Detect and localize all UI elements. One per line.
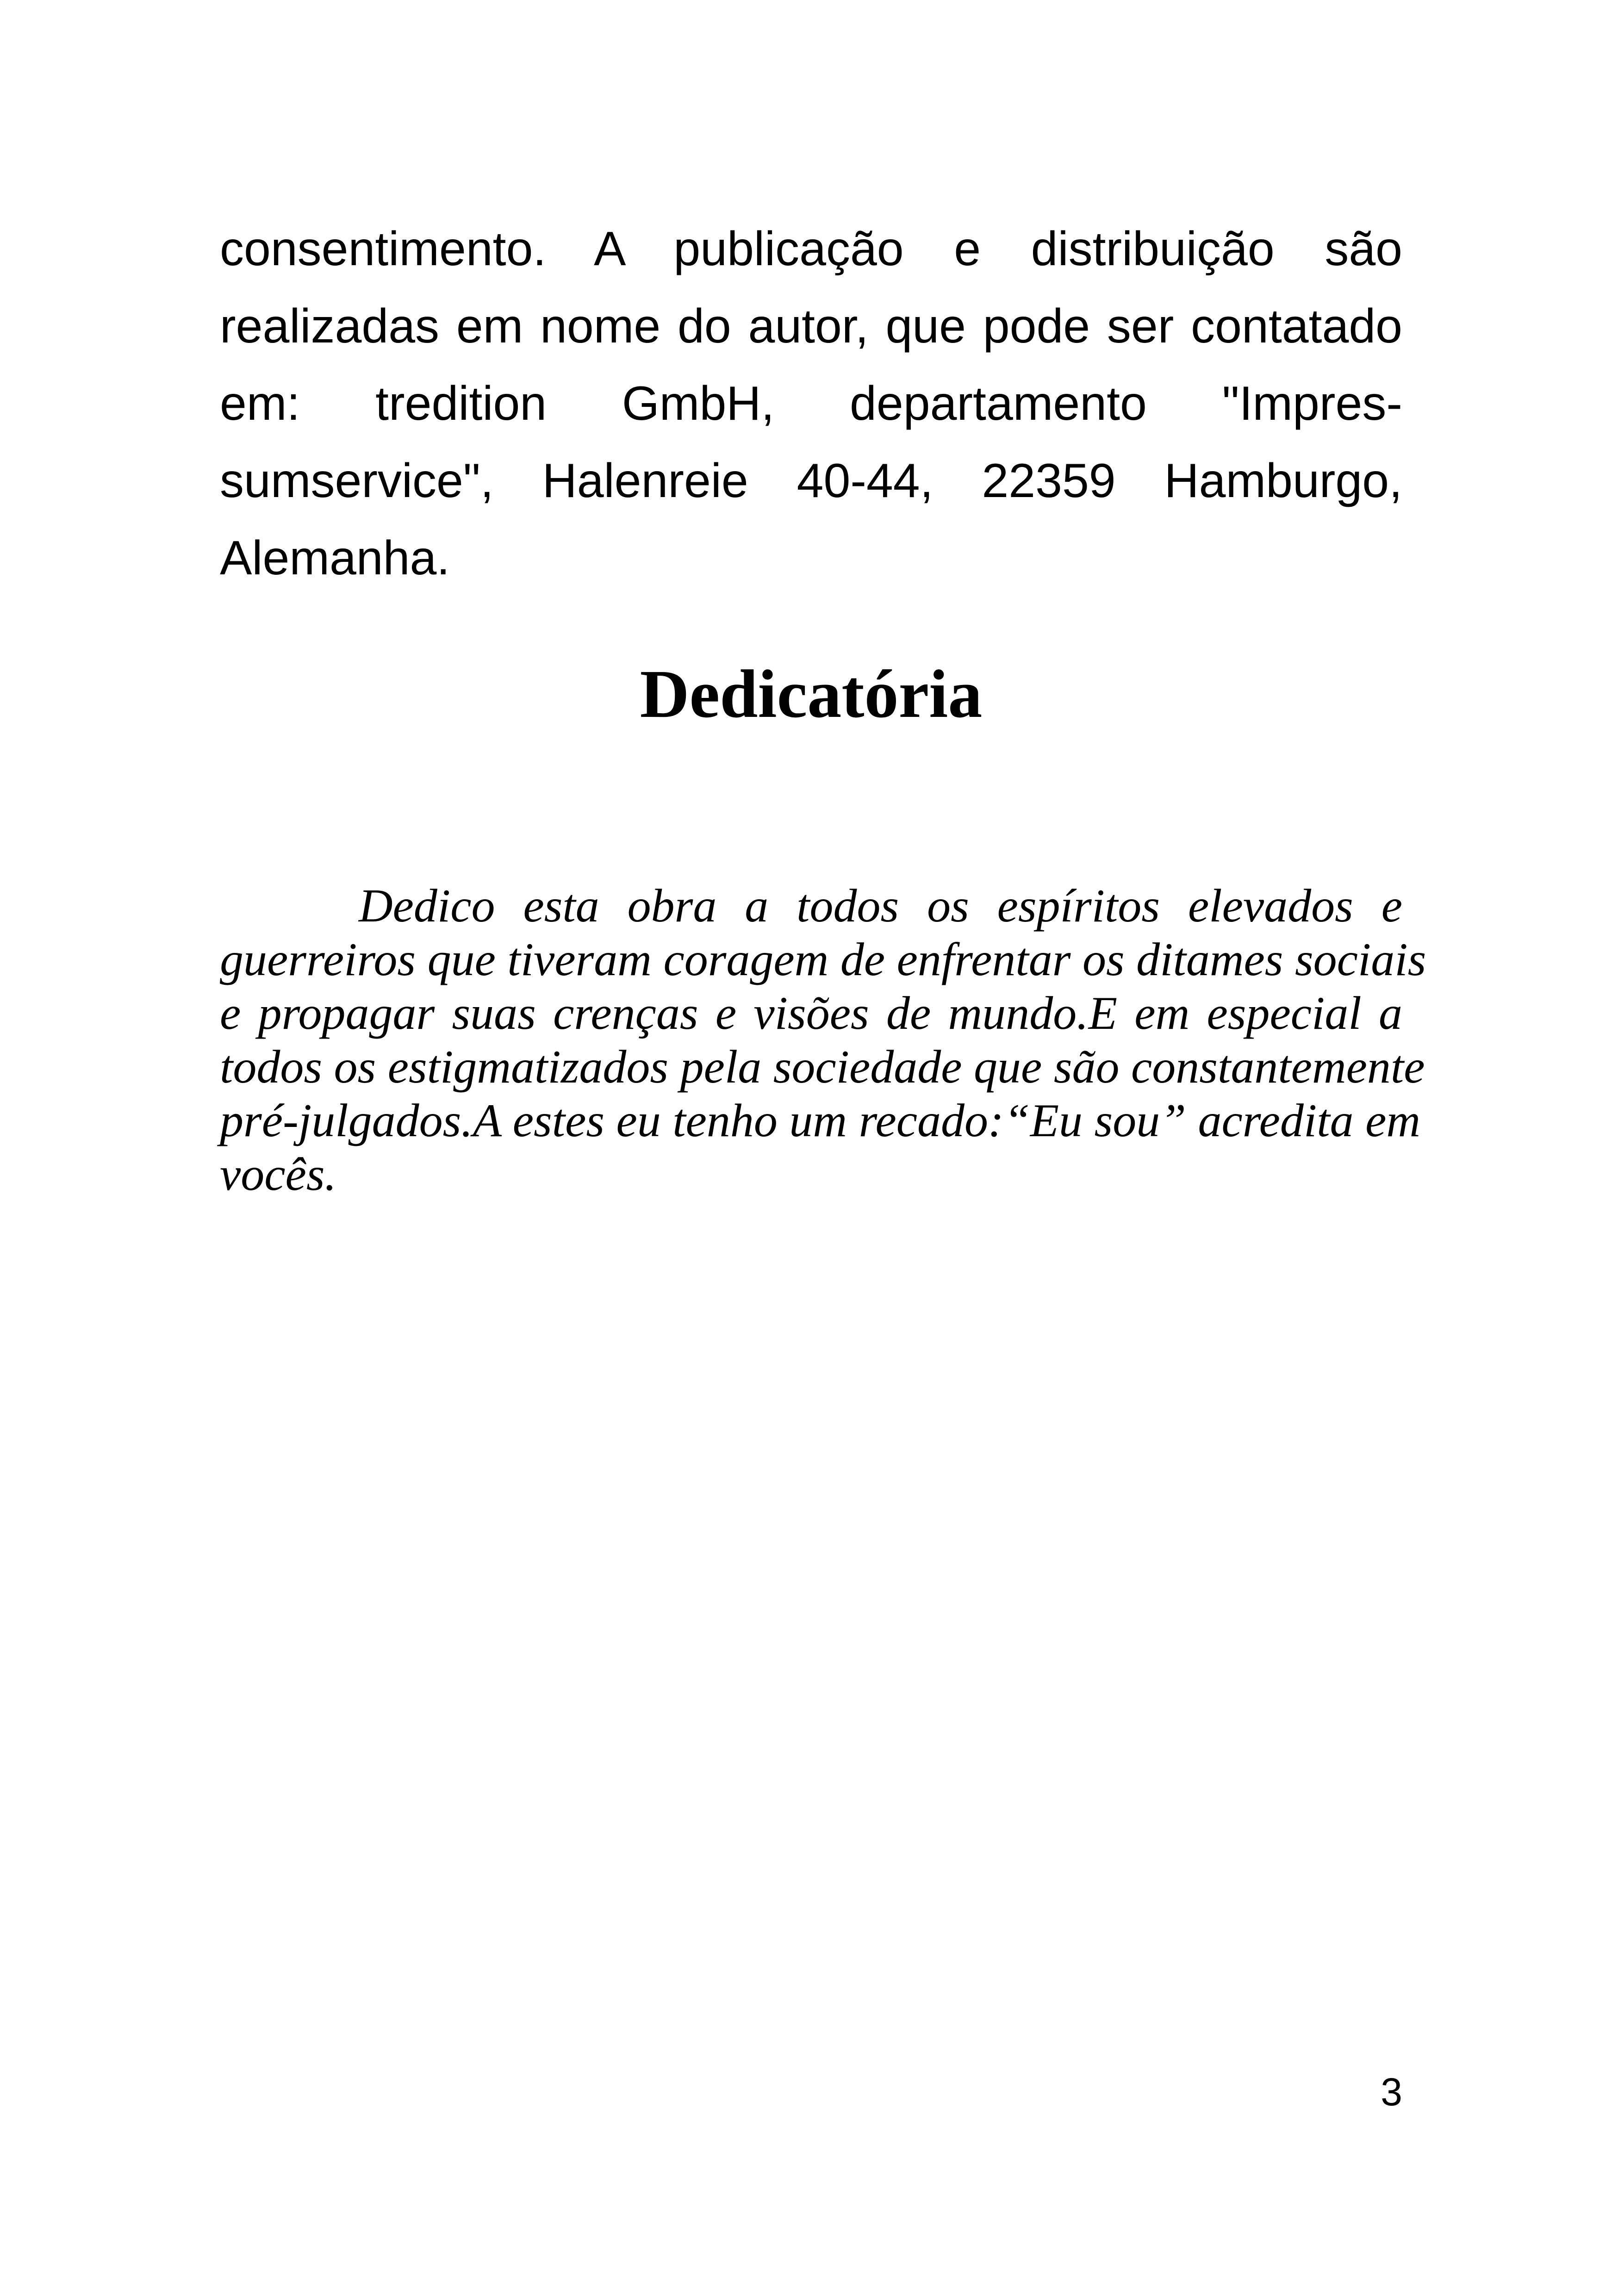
copyright-line: consentimento. A publicação e distribuição são — [220, 222, 1402, 276]
copyright-line: sumservice", Halenreie 40-44, 22359 Hamburgo, — [220, 454, 1402, 508]
dedication-line: vocês. — [220, 1148, 337, 1201]
page-number: 3 — [1381, 2070, 1402, 2114]
dedication-line: Dedico esta obra a todos os espíritos elevados e — [359, 880, 1402, 932]
dedication-line: pré-julgados.A estes eu tenho um recado:“Eu sou” acredita em — [220, 1095, 1421, 1147]
dedication-title: Dedicatória — [640, 656, 983, 732]
dedication-paragraph — [220, 879, 1426, 1201]
dedication-line: guerreiros que tiveram coragem de enfrentar os ditames sociais — [220, 933, 1426, 986]
copyright-line: Alemanha. — [220, 531, 450, 585]
copyright-paragraph — [220, 211, 1402, 597]
copyright-line: em: tredition GmbH, departamento "Impres- — [220, 377, 1402, 430]
dedication-line: todos os estigmatizados pela sociedade que são constantemente — [220, 1041, 1425, 1093]
copyright-line: realizadas em nome do autor, que pode ser contatado — [220, 299, 1402, 353]
dedication-line: e propagar suas crenças e visões de mundo.E em especial a — [220, 987, 1402, 1039]
